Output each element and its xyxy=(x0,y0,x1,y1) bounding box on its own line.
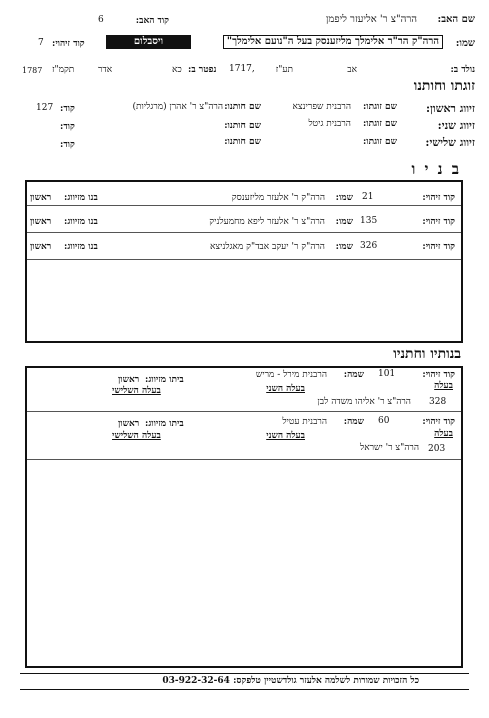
daughter-name: הרבנית מירל - מריש xyxy=(255,370,327,380)
son-name: הרה"ק ר' אלעזר מליזענסק xyxy=(231,193,325,203)
spouse-2-label: זיווג שני: xyxy=(437,119,475,132)
sons-row-divider xyxy=(27,232,461,233)
name-place: ויסבלום xyxy=(106,35,191,49)
footer-bottom-rule xyxy=(20,689,469,690)
daughter-husband-name: הרה"צ ר' ישראל xyxy=(359,443,419,453)
daughters-inner-border xyxy=(461,368,462,459)
daughter-id-label: קוד זיהוי: xyxy=(422,417,455,427)
son-marriage-label: בנו מזיווג: xyxy=(64,193,98,203)
spouse-1-code-label: קוד: xyxy=(60,104,75,114)
spouse-1-fil-label: שם חותנו: xyxy=(224,102,261,112)
daughter-id-value: 101 xyxy=(378,369,396,379)
son-name: הרה"ק ר' יעקב אבד"ק מאגלניצא xyxy=(209,242,325,252)
spouse-3-wife-label: שם זוגתו: xyxy=(362,137,397,147)
son-id-label: קוד זיהוי: xyxy=(422,217,455,227)
died-month: אדר xyxy=(98,65,113,75)
daughter-marriage-value: ראשון xyxy=(118,375,140,385)
father-name: הרה"צ ר' אליעזר ליפמן xyxy=(325,14,417,25)
footer-top-rule xyxy=(20,673,469,674)
son-id-value: 326 xyxy=(360,241,378,251)
spouse-2-wife-name: הרבנית גיטל xyxy=(308,119,351,129)
son-id-value: 135 xyxy=(360,216,378,226)
spouse-2-wife-label: שם זוגתו: xyxy=(362,119,397,129)
died-year: 1787 xyxy=(22,66,43,75)
son-name-label: שמו: xyxy=(335,242,353,252)
son-name: הרה"צ ר' אלעזר ליפא מחמעלניק xyxy=(209,217,325,227)
daughter-id-label: קוד זיהוי: xyxy=(422,370,455,380)
born-year-heb: תע"ז xyxy=(275,65,293,75)
daughter-name-label: שמה: xyxy=(343,370,364,380)
daughter-marriage-value: ראשון xyxy=(118,419,140,429)
son-id-label: קוד זיהוי: xyxy=(422,242,455,252)
born-label: נולד ב: xyxy=(450,65,475,75)
spouse-3-label: זיווג שלישי: xyxy=(425,136,475,149)
daughter-husband1-label: בעלה xyxy=(434,429,453,439)
born-month: אב xyxy=(347,65,357,75)
sons-title: ב נ י ו xyxy=(411,160,461,178)
daughter-husband2-label: בעלה השני xyxy=(266,431,305,441)
id-value: 7 xyxy=(38,38,44,48)
daughter-name: הרבנית עטיל xyxy=(282,417,327,427)
son-marriage-value: ראשון xyxy=(30,242,52,252)
spouses-title: זוגתו וחותנו xyxy=(413,78,475,94)
died-year-heb: תקמ"ז xyxy=(52,65,75,75)
son-name-label: שמו: xyxy=(335,217,353,227)
id-label: קוד זיהוי: xyxy=(52,39,85,49)
daughter-id-value: 60 xyxy=(378,416,390,426)
died-day: כא xyxy=(172,65,182,75)
spouse-1-fil-name: הרה"צ ר' אהרן (מרגליות) xyxy=(132,102,223,112)
daughter-husband-code: 328 xyxy=(429,397,447,407)
sons-row-divider xyxy=(27,259,461,260)
son-marriage-label: בנו מזיווג: xyxy=(64,242,98,252)
spouse-3-code-label: קוד: xyxy=(60,140,75,150)
father-code: 6 xyxy=(98,15,104,25)
son-name-label: שמו: xyxy=(335,193,353,203)
daughter-husband3-label: בעלה השלישי xyxy=(112,431,161,441)
daughter-husband-name: הרה"צ ר' אליהו משדה לבן xyxy=(317,397,411,407)
daughters-title: בנותיו וחתניו xyxy=(393,346,461,362)
son-marriage-label: בנו מזיווג: xyxy=(64,217,98,227)
son-marriage-value: ראשון xyxy=(30,217,52,227)
born-year: 1717, xyxy=(229,64,255,74)
sons-row-divider xyxy=(27,205,461,206)
spouse-1-code: 127 xyxy=(36,103,54,113)
daughter-husband-code: 203 xyxy=(428,444,446,454)
daughter-husband3-label: בעלה השלישי xyxy=(112,386,161,396)
daughter-marriage-label: ביתו מזיווג: xyxy=(145,419,184,429)
name-main: הרה"ק הר"ר אלימלך מליזענסק בעל ה"נועם אלימלך" xyxy=(223,35,443,49)
son-id-value: 21 xyxy=(362,192,374,202)
died-label: נפטר ב: xyxy=(188,65,217,75)
spouse-2-code-label: קוד: xyxy=(60,122,75,132)
spouse-1-wife-name: הרבנית שפרינצא xyxy=(292,102,351,112)
father-code-label: קוד האב: xyxy=(135,16,169,26)
daughter-husband2-label: בעלה השני xyxy=(266,384,305,394)
name-label: שמו: xyxy=(455,38,475,49)
daughters-row-divider xyxy=(27,459,461,460)
footer-copyright: כל הזכויות שמורות לשלמה אלעזר גולדשטיין טלפקס: 03-922-32-64 xyxy=(162,676,419,686)
father-label: שם האב: xyxy=(437,14,475,25)
son-marriage-value: ראשון xyxy=(30,193,52,203)
daughter-name-label: שמה: xyxy=(343,417,364,427)
son-id-label: קוד זיהוי: xyxy=(422,193,455,203)
spouse-1-wife-label: שם זוגתו: xyxy=(362,102,397,112)
spouse-2-fil-label: שם חותנו: xyxy=(224,121,261,131)
spouse-1-label: זיווג ראשון: xyxy=(426,102,475,115)
daughter-husband1-label: בעלה xyxy=(434,381,453,391)
daughters-row-divider xyxy=(27,411,461,412)
spouse-3-fil-label: שם חותנו: xyxy=(224,137,261,147)
daughter-marriage-label: ביתו מזיווג: xyxy=(145,375,184,385)
